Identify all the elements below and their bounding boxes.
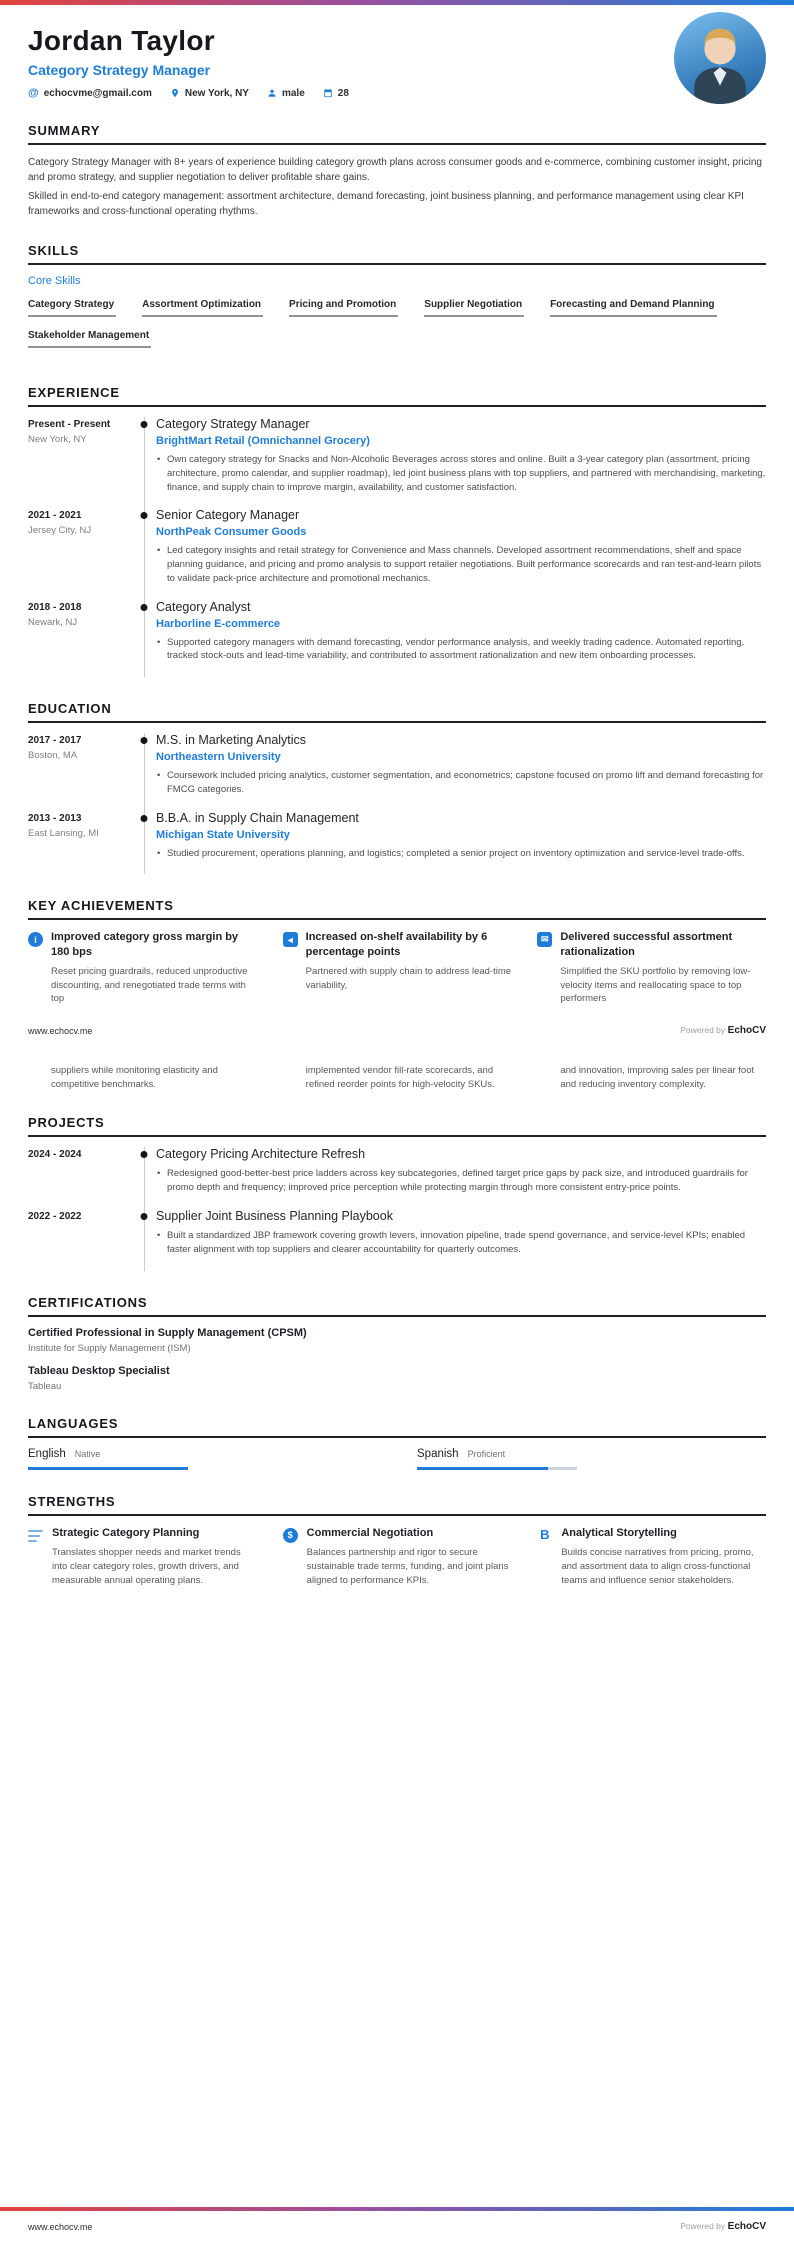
section-heading-key-achievements: KEY ACHIEVEMENTS xyxy=(28,898,766,920)
timeline-line xyxy=(132,1209,156,1271)
language-item xyxy=(417,1448,766,1470)
education-item xyxy=(28,733,766,811)
contact-age-item xyxy=(323,88,349,99)
education-location: Boston, MA xyxy=(28,750,78,762)
language-name: Spanish xyxy=(417,1447,459,1460)
footer-powered-prefix: Powered by xyxy=(680,2221,726,2231)
page-footer xyxy=(0,2211,794,2246)
achievement-body: Simplified the SKU portfolio by removing low-velocity items and reallocating space to top performers xyxy=(560,966,751,1004)
person-name: Jordan Taylor xyxy=(28,25,215,56)
person-icon xyxy=(267,88,277,98)
section-strengths xyxy=(28,1494,766,1588)
language-proficiency-bar xyxy=(28,1467,188,1470)
envelope-icon: ✉ xyxy=(537,932,552,947)
strength-title: Strategic Category Planning xyxy=(52,1526,200,1539)
achievements-grid xyxy=(28,930,766,1005)
timeline-dot xyxy=(141,1151,148,1158)
language-proficiency-fill xyxy=(417,1467,548,1470)
timeline-dot xyxy=(141,737,148,744)
skills-group-label: Core Skills xyxy=(28,275,81,287)
contact-row xyxy=(28,87,766,99)
experience-date: Present - Present xyxy=(28,419,111,430)
section-certifications xyxy=(28,1295,766,1392)
project-title: Supplier Joint Business Planning Playbook xyxy=(156,1208,393,1223)
achievement-title: Improved category gross margin by 180 bps xyxy=(51,931,239,958)
section-projects xyxy=(28,1115,766,1270)
project-bullet: • Built a standardized JBP framework covering growth levers, innovation pipeline, trade spend governance, and service-level KPIs; enabled faster alignment with top suppliers and clearer accountability for quarterly outcomes. xyxy=(156,1229,766,1257)
experience-title: Category Strategy Manager xyxy=(156,417,310,431)
footer-site: www.echocv.me xyxy=(28,2221,93,2232)
list-icon xyxy=(28,1530,43,1588)
education-bullet: • Studied procurement, operations planning, and logistics; completed a senior project on inventory optimization and service-level trade-offs. xyxy=(156,847,766,861)
experience-title: Senior Category Manager xyxy=(156,508,300,523)
footer-powered xyxy=(680,1025,766,1036)
education-bullet: • Coursework included pricing analytics, customer segmentation, and econometrics; capstone focused on promo lift and demand forecasting for FMCG categories. xyxy=(156,769,766,797)
section-heading-experience: EXPERIENCE xyxy=(28,385,766,407)
section-key-achievements xyxy=(28,898,766,1091)
section-heading-strengths: STRENGTHS xyxy=(28,1494,766,1516)
education-school: Michigan State University xyxy=(156,828,290,841)
section-experience xyxy=(28,385,766,677)
achievement-title: Increased on-shelf availability by 6 percentage points xyxy=(305,931,488,958)
experience-location: Newark, NJ xyxy=(28,616,78,628)
letter-b-icon: B xyxy=(540,1526,550,1542)
experience-item xyxy=(28,508,766,599)
timeline-line xyxy=(132,417,156,508)
avatar xyxy=(674,12,766,104)
project-title: Category Pricing Architecture Refresh xyxy=(156,1147,366,1162)
experience-company: NorthPeak Consumer Goods xyxy=(156,526,307,539)
strength-item xyxy=(537,1526,766,1588)
contact-age: 28 xyxy=(337,87,349,99)
education-item xyxy=(28,811,766,875)
timeline-line xyxy=(132,600,156,678)
experience-bullet: • Own category strategy for Snacks and Non-Alcoholic Beverages across stores and online. Built a 3-year category plan (assortment, pricing architecture, promo calendar, and supplier roadmap), led joint business plans with top suppliers, and partnered with merchandising, marketing, finance, and supply chain to improve margin, availability, and customer satisfaction. xyxy=(156,453,766,494)
certification-name: Certified Professional in Supply Management (CPSM) xyxy=(28,1326,307,1339)
section-heading-languages: LANGUAGES xyxy=(28,1416,766,1438)
contact-email: echocvme@gmail.com xyxy=(43,87,152,99)
language-level: Native xyxy=(74,1448,101,1459)
skills-list xyxy=(28,299,766,361)
footer-brand: EchoCV xyxy=(727,2221,766,2232)
timeline-line xyxy=(132,508,156,599)
location-pin-icon xyxy=(170,88,180,98)
certification-issuer: Institute for Supply Management (ISM) xyxy=(28,1342,191,1354)
achievement-title: Delivered successful assortment rationalization xyxy=(560,931,733,958)
education-degree: M.S. in Marketing Analytics xyxy=(156,733,307,748)
contact-gender-item xyxy=(267,88,305,99)
experience-company: BrightMart Retail (Omnichannel Grocery) xyxy=(156,435,370,447)
skill-item: Assortment Optimization xyxy=(142,299,263,317)
strength-title: Commercial Negotiation xyxy=(306,1526,434,1539)
project-item xyxy=(28,1209,766,1271)
timeline-dot xyxy=(141,512,148,519)
section-heading-skills: SKILLS xyxy=(28,243,766,265)
experience-location: Jersey City, NJ xyxy=(28,525,92,537)
project-item xyxy=(28,1147,766,1209)
footer-site: www.echocv.me xyxy=(28,1025,93,1036)
strength-body: Translates shopper needs and market trends into clear category roles, growth drivers, and measurable annual operating plans. xyxy=(52,1547,241,1586)
experience-item xyxy=(28,600,766,678)
skill-item: Stakeholder Management xyxy=(28,330,151,348)
resume-content xyxy=(0,123,794,1588)
summary-paragraph: Category Strategy Manager with 8+ years of experience building category growth plans across consumer goods and e-commerce, combining customer insight, pricing and promo strategy, and supplier negotiation to deliver profitable share gains. xyxy=(28,157,762,183)
language-level: Proficient xyxy=(467,1448,506,1459)
final-footer xyxy=(0,2207,794,2246)
project-date: 2024 - 2024 xyxy=(28,1149,82,1161)
education-location: East Lansing, MI xyxy=(28,827,99,839)
timeline-line xyxy=(132,1147,156,1209)
timeline-dot xyxy=(141,604,148,611)
education-degree: B.B.A. in Supply Chain Management xyxy=(156,810,359,825)
skill-item: Category Strategy xyxy=(28,299,116,317)
strength-body: Builds concise narratives from pricing, promo, and assortment data to align cross-functional teams and influence senior stakeholders. xyxy=(561,1547,754,1586)
contact-email-item xyxy=(28,87,152,99)
achievement-body: Reset pricing guardrails, reduced unproductive discounting, and renegotiated trade terms with top xyxy=(51,966,248,1004)
skill-item: Forecasting and Demand Planning xyxy=(550,299,716,317)
contact-location: New York, NY xyxy=(184,87,249,99)
dollar-circle-icon: $ xyxy=(283,1528,298,1543)
section-heading-certifications: CERTIFICATIONS xyxy=(28,1295,766,1317)
experience-bullet: • Supported category managers with demand forecasting, vendor performance analysis, and weekly trading cadence. Automated reporting, tracked stock-outs and lead-time variability, and contributed to assortment rationalization and new item onboarding processes. xyxy=(156,636,766,664)
timeline-line xyxy=(132,733,156,811)
experience-company: Harborline E-commerce xyxy=(156,617,281,630)
section-heading-projects: PROJECTS xyxy=(28,1115,766,1137)
section-summary xyxy=(28,123,766,219)
avatar-silhouette xyxy=(674,12,766,104)
experience-item xyxy=(28,417,766,508)
strength-title: Analytical Storytelling xyxy=(561,1526,677,1539)
page-footer xyxy=(28,1025,766,1036)
language-item xyxy=(28,1448,377,1470)
summary-paragraph: Skilled in end-to-end category management: assortment architecture, demand forecasting, joint business planning, and performance management using clear KPI frameworks and cross-functional operating rhythms. xyxy=(28,191,744,217)
calendar-icon xyxy=(323,88,333,98)
language-proficiency-fill xyxy=(28,1467,188,1470)
achievement-body: Partnered with supply chain to address lead-time variability, xyxy=(305,966,512,991)
languages-grid xyxy=(28,1448,766,1470)
footer-brand: EchoCV xyxy=(727,1025,766,1037)
education-school: Northeastern University xyxy=(156,751,281,764)
achievements-continuation-grid xyxy=(28,1064,766,1091)
language-proficiency-bar xyxy=(417,1467,577,1470)
arrow-left-icon: ◄ xyxy=(283,932,298,947)
strengths-grid xyxy=(28,1526,766,1588)
strength-body: Balances partnership and rigor to secure sustainable trade terms, funding, and joint plans aligned to performance KPIs. xyxy=(306,1547,509,1586)
experience-bullet: • Led category insights and retail strategy for Convenience and Mass channels. Developed assortment recommendations, shelf and space planning guidance, and pricing and promo analysis to support retailer negotiations. Built performance scorecards and ran test-and-learn pilots to validate pack-price architecture and promotional mechanics. xyxy=(156,544,766,585)
timeline-dot xyxy=(141,421,148,428)
section-heading-education: EDUCATION xyxy=(28,701,766,723)
experience-title: Category Analyst xyxy=(156,599,251,614)
strength-item xyxy=(28,1526,257,1588)
contact-gender: male xyxy=(281,87,305,99)
person-job-title: Category Strategy Manager xyxy=(28,62,211,78)
timeline-line xyxy=(132,811,156,875)
section-education xyxy=(28,701,766,874)
education-date: 2013 - 2013 xyxy=(28,812,82,824)
language-name: English xyxy=(28,1447,66,1460)
achievement-continuation: implemented vendor fill-rate scorecards, and refined reorder points for high-velocity SKUs. xyxy=(305,1065,495,1090)
experience-location: New York, NY xyxy=(28,434,87,445)
project-date: 2022 - 2022 xyxy=(28,1210,82,1222)
email-icon: @ xyxy=(28,87,39,99)
section-skills xyxy=(28,243,766,361)
timeline-dot xyxy=(141,1213,148,1220)
certification-issuer: Tableau xyxy=(28,1380,62,1392)
achievement-item xyxy=(537,930,766,1005)
achievement-continuation: suppliers while monitoring elasticity and competitive benchmarks. xyxy=(51,1065,218,1090)
experience-date: 2018 - 2018 xyxy=(28,601,82,613)
achievement-item xyxy=(28,930,257,1005)
achievement-continuation: and innovation, improving sales per linear foot and reducing inventory complexity. xyxy=(560,1065,755,1090)
timeline-dot xyxy=(141,815,148,822)
experience-date: 2021 - 2021 xyxy=(28,510,82,522)
skill-item: Supplier Negotiation xyxy=(424,299,524,317)
contact-location-item xyxy=(170,88,249,99)
achievement-item xyxy=(283,930,512,1005)
certification-name: Tableau Desktop Specialist xyxy=(28,1364,170,1377)
footer-powered xyxy=(680,2221,766,2232)
footer-powered-prefix: Powered by xyxy=(680,1025,726,1036)
strength-item xyxy=(283,1526,512,1588)
skill-item: Pricing and Promotion xyxy=(289,299,398,317)
education-date: 2017 - 2017 xyxy=(28,735,82,747)
project-bullet: • Redesigned good-better-best price ladders across key subcategories, defined target price gaps by pack size, and introduced guardrails for promo depth and frequency; improved price perception while protecting margin through more consistent entry-price points. xyxy=(156,1167,766,1195)
section-heading-summary: SUMMARY xyxy=(28,123,766,145)
section-languages xyxy=(28,1416,766,1470)
info-circle-icon: i xyxy=(28,932,43,947)
